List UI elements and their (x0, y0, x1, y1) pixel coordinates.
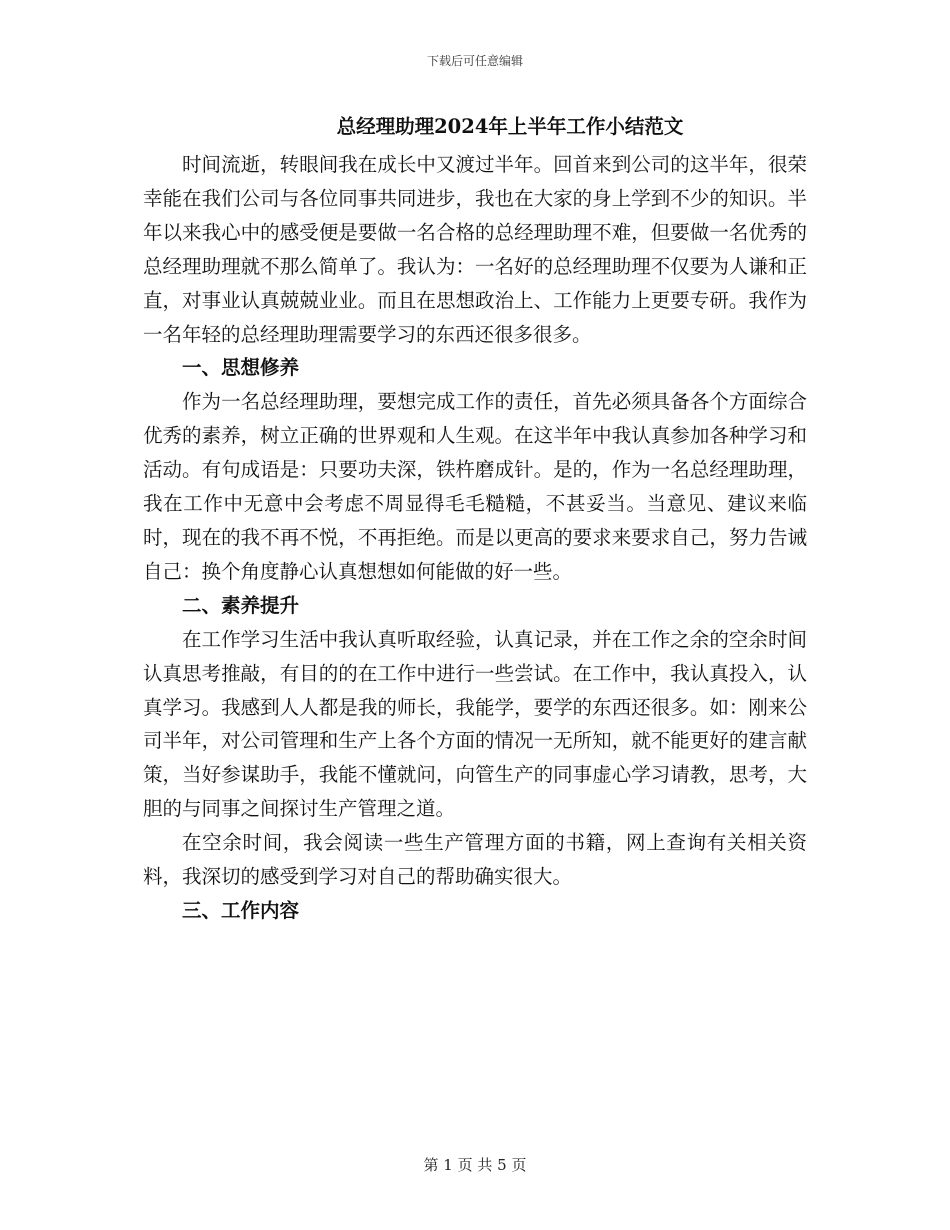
document-title: 总经理助理2024年上半年工作小结范文 (336, 115, 684, 138)
page-header-note: 下载后可任意编辑 (426, 54, 523, 68)
thought-paragraph: 作为一名总经理助理，要想完成工作的责任，首先必须具备各个方面综合优秀的素养，树立正确的世界观和人生观。在这半年中我认真参加各种学习和活动。有句成语是：只要功夫深，铁杵磨成针。是的，作为一名总经理助理，我在工作中无意中会考虑不周显得毛毛糙糙，不甚妥当。当意见、建议来临时，现在的我不再不悦，不再拒绝。而是以更高的要求来要求自己，努力告诫自己：换个角度静心认真想想如何能做的好一些。 (143, 390, 807, 583)
section-heading-thought: 一、思想修养 (182, 356, 300, 380)
quality-paragraph-1: 在工作学习生活中我认真听取经验，认真记录，并在工作之余的空余时间认真思考推敲，有目的的在工作中进行一些尝试。在工作中，我认真投入，认真学习。我感到人人都是我的师长，我能学，要学的东西还很多。如：刚来公司半年，对公司管理和生产上各个方面的情况一无所知，就不能更好的建言献策，当好参谋助手，我能不懂就问，向管生产的同事虚心学习请教，思考，大胆的与同事之间探讨生产管理之道。 (143, 627, 807, 821)
quality-paragraph-2: 在空余时间，我会阅读一些生产管理方面的书籍，网上查询有关相关资料，我深切的感受到学习对自己的帮助确实很大。 (143, 831, 807, 889)
section-heading-quality: 二、素养提升 (182, 593, 300, 617)
page-number: 第 1 页 共 5 页 (423, 1156, 527, 1174)
document-body (143, 148, 807, 928)
section-heading-work: 三、工作内容 (182, 898, 300, 922)
intro-paragraph: 时间流逝，转眼间我在成长中又渡过半年。回首来到公司的这半年，很荣幸能在我们公司与各位同事共同进步，我也在大家的身上学到不少的知识。半年以来我心中的感受便是要做一名合格的总经理助理不难，但要做一名优秀的总经理助理就不那么简单了。我认为：一名好的总经理助理不仅要为人谦和正直，对事业认真兢兢业业。而且在思想政治上、工作能力上更要专研。我作为一名年轻的总经理助理需要学习的东西还很多很多。 (143, 153, 807, 346)
